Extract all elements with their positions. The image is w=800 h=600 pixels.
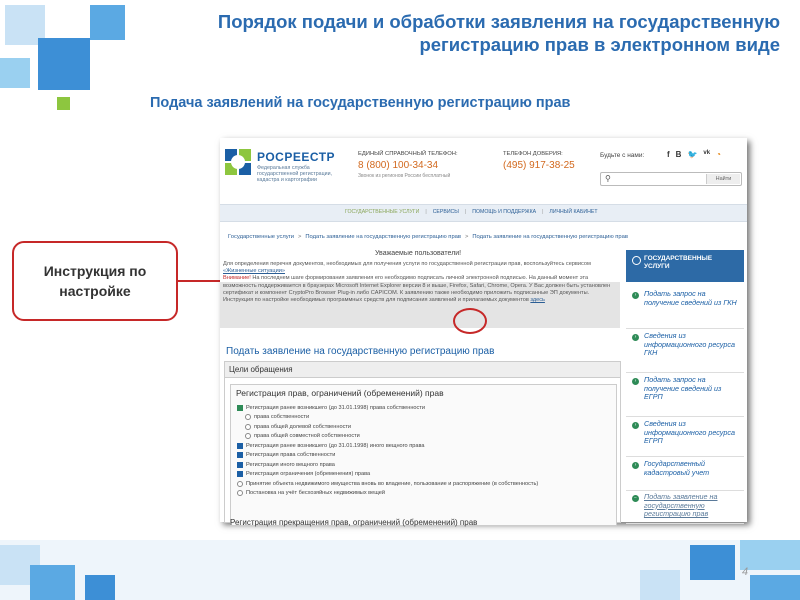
- option-label: Принятие объекта недвижимого имущества вновь во владение, пользование и распоряжение (в собственность): [246, 480, 539, 487]
- social-icons: [667, 150, 721, 159]
- sidebar-item-label: Подать запрос на получение сведений из ЕГРП: [644, 375, 722, 401]
- social-label: Будьте с нами:: [600, 152, 645, 159]
- sidebar-bullet-icon: ›: [632, 378, 639, 385]
- option-row[interactable]: [237, 451, 538, 461]
- instruction-callout: Инструкция по настройке: [12, 241, 178, 321]
- option-row[interactable]: [237, 470, 538, 480]
- blog-icon[interactable]: B: [675, 150, 682, 159]
- option-label: Регистрация ограничения (обременения) права: [246, 471, 371, 478]
- nav-cabinet[interactable]: ЛИЧНЫЙ КАБИНЕТ: [549, 209, 598, 215]
- search-icon: ⚲: [605, 174, 611, 183]
- sidebar: [626, 250, 744, 522]
- expand-toggle-icon[interactable]: [237, 471, 243, 477]
- decor-square: [30, 565, 75, 600]
- goals-header: Цели обращения: [225, 362, 620, 378]
- option-row[interactable]: [237, 441, 538, 451]
- form-title: Подать заявление на государственную регистрацию прав: [226, 346, 495, 357]
- sidebar-item-label: Подать заявление на государственную регистрацию прав: [644, 492, 718, 518]
- option-row[interactable]: [237, 432, 538, 442]
- page-number: 4: [742, 566, 749, 578]
- sidebar-item-label: Сведения из информационного ресурса ЕГРП: [644, 419, 735, 445]
- decor-square: [750, 575, 800, 600]
- phone-number: 8 (800) 100-34-34: [358, 160, 439, 171]
- sidebar-item[interactable]: [626, 330, 744, 373]
- option-label: Постановка на учёт бесхозяйных недвижимых вещей: [246, 490, 385, 497]
- option-row[interactable]: [237, 422, 538, 432]
- decor-square: [640, 570, 680, 600]
- phone-label: ЕДИНЫЙ СПРАВОЧНЫЙ ТЕЛЕФОН:: [358, 151, 458, 157]
- trust-phone-label: ТЕЛЕФОН ДОВЕРИЯ:: [503, 151, 563, 157]
- sidebar-item[interactable]: [626, 418, 744, 457]
- nav-services[interactable]: СЕРВИСЫ: [432, 209, 459, 215]
- expand-toggle-icon[interactable]: [237, 452, 243, 458]
- decor-square: [38, 38, 90, 90]
- sidebar-item[interactable]: [626, 374, 744, 417]
- logo-name[interactable]: РОСРЕЕСТР: [257, 150, 336, 164]
- sidebar-bullet-icon: ›: [632, 462, 639, 469]
- instruction-link-highlight: [453, 308, 487, 334]
- option-label: права общей совместной собственности: [254, 433, 360, 440]
- twitter-icon[interactable]: 🐦: [687, 150, 698, 159]
- vk-icon[interactable]: vk: [703, 150, 711, 156]
- option-label: Регистрация права собственности: [246, 452, 336, 459]
- search-button[interactable]: Найти: [706, 174, 740, 184]
- breadcrumb-item[interactable]: Подать заявление на государственную регистрацию прав: [472, 234, 628, 240]
- logo-description: Федеральная служба государственной регистрации, кадастра и картографии: [257, 165, 333, 183]
- nav-help[interactable]: ПОМОЩЬ И ПОДДЕРЖКА: [472, 209, 537, 215]
- section-title: Регистрация прав, ограничений (обременений) прав: [236, 388, 444, 398]
- main-nav: ГОСУДАРСТВЕННЫЕ УСЛУГИ | СЕРВИСЫ | ПОМОЩЬ И ПОДДЕРЖКА | ЛИЧНЫЙ КАБИНЕТ: [220, 204, 747, 222]
- next-section-title: Регистрация прекращения прав, ограничений (обременений) прав: [230, 518, 478, 527]
- sidebar-bullet-icon: −: [632, 495, 639, 502]
- option-row[interactable]: [237, 479, 538, 489]
- website-screenshot: [220, 138, 747, 527]
- option-row[interactable]: [237, 460, 538, 470]
- slide-title: Порядок подачи и обработки заявления на государственную регистрацию прав в электронном виде: [217, 11, 780, 55]
- radio-button[interactable]: [245, 424, 251, 430]
- option-label: Регистрация иного вещного права: [246, 461, 335, 468]
- option-row[interactable]: [237, 413, 538, 423]
- life-situations-link[interactable]: «Жизненные ситуации»: [223, 268, 285, 275]
- radio-button[interactable]: [237, 490, 243, 496]
- rosreestr-emblem-icon: [224, 148, 252, 176]
- nav-gov-services[interactable]: ГОСУДАРСТВЕННЫЕ УСЛУГИ: [345, 209, 420, 215]
- notice-text: Для определения перечня документов, необходимых для получения услуги по государственной регистрации прав, воспользуйтесь сервисом «Жизненные ситуации» Внимание! На последнем шаге формирования заявления его необходимо подписать личной электронной подписью. На данный момент эта возможность поддерживается в браузерах Microsoft Internet Explorer версии 8 и выше, Firefox, Safari, Chrome, Opera. У Вас должен быть установлен сертификат и компонент CryptoPro Browser Plug-in либо CAPICOM. К заявлению также необходимо приложить подписанные ЭП документы. Инструкция по настройке необходимых программных средств для подписания заявлений и прилагаемых документов здесь: [223, 261, 611, 304]
- notice-title: Уважаемые пользователи!: [375, 250, 462, 257]
- instruction-link[interactable]: здесь: [530, 297, 545, 304]
- sidebar-item[interactable]: [626, 491, 744, 524]
- option-label: Регистрация ранее возникшего (до 31.01.1998) права собственности: [246, 404, 425, 411]
- decor-square: [740, 540, 800, 570]
- breadcrumb: Государственные услуги > Подать заявление на государственную регистрацию прав > Подать заявление на государственную регистрацию прав: [228, 234, 628, 240]
- breadcrumb-item[interactable]: Подать заявление на государственную регистрацию прав: [305, 234, 461, 240]
- sidebar-bullet-icon: ›: [632, 422, 639, 429]
- option-row[interactable]: [237, 403, 538, 413]
- decor-square: [0, 540, 800, 600]
- radio-button[interactable]: [245, 414, 251, 420]
- radio-button[interactable]: [237, 481, 243, 487]
- site-header: [220, 138, 747, 200]
- decor-square: [690, 545, 735, 580]
- sidebar-header[interactable]: ГОСУДАРСТВЕННЫЕ УСЛУГИ: [626, 250, 744, 282]
- registration-section: [230, 384, 617, 526]
- slide-subtitle: Подача заявлений на государственную регистрацию прав: [150, 95, 571, 111]
- sidebar-item[interactable]: [626, 458, 744, 491]
- sidebar-bullet-icon: ›: [632, 292, 639, 299]
- phone-note: Звонок из регионов России бесплатный: [358, 173, 451, 179]
- trust-phone-number: (495) 917-38-25: [503, 160, 575, 171]
- goals-panel: [224, 361, 621, 523]
- sidebar-item-label: Сведения из информационного ресурса ГКН: [644, 331, 735, 357]
- expand-toggle-icon[interactable]: [237, 462, 243, 468]
- decor-square: [0, 58, 30, 88]
- options-list: [237, 403, 538, 498]
- radio-button[interactable]: [245, 433, 251, 439]
- warning-label: Внимание!: [223, 275, 251, 282]
- expand-toggle-icon[interactable]: [237, 443, 243, 449]
- option-label: Регистрация ранее возникшего (до 31.01.1998) иного вещного права: [246, 442, 425, 449]
- breadcrumb-item[interactable]: Государственные услуги: [228, 234, 294, 240]
- bullet-square: [57, 97, 70, 110]
- option-label: права общей долевой собственности: [254, 423, 352, 430]
- rss-icon[interactable]: ◔: [716, 150, 721, 159]
- sidebar-item[interactable]: [626, 288, 744, 329]
- option-label: права собственности: [254, 414, 310, 421]
- facebook-icon[interactable]: f: [667, 150, 670, 159]
- option-row[interactable]: [237, 489, 538, 499]
- sidebar-bullet-icon: ›: [632, 334, 639, 341]
- decor-square: [85, 575, 115, 600]
- decor-square: [90, 5, 125, 40]
- services-icon: [632, 256, 641, 265]
- expand-toggle-icon[interactable]: [237, 405, 243, 411]
- sidebar-item-label: Подать запрос на получение сведений из ГКН: [644, 289, 737, 307]
- sidebar-item-label: Государственный кадастровый учет: [644, 459, 710, 477]
- search-input[interactable]: [600, 172, 742, 186]
